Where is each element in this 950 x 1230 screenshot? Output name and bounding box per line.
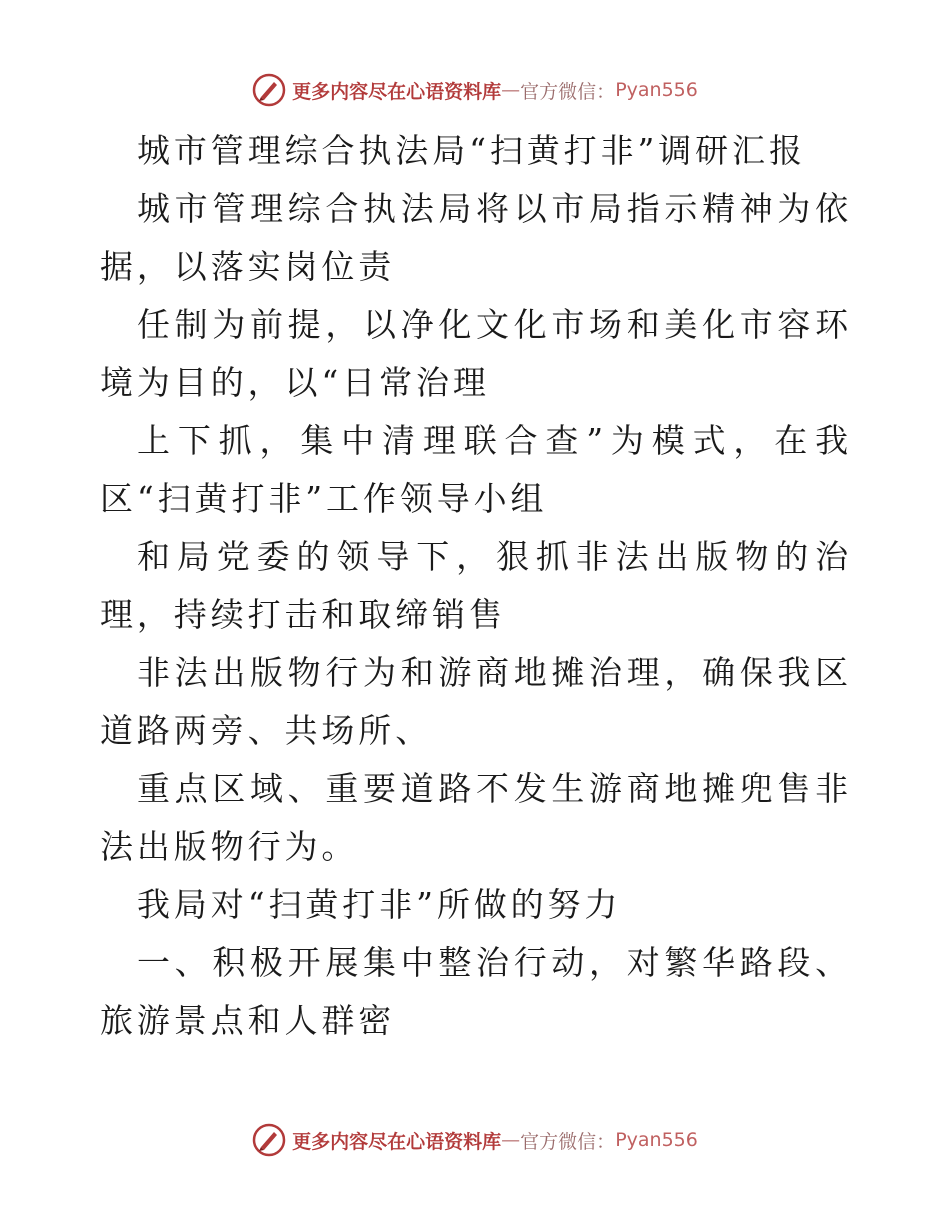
- paragraph: 任制为前提，以净化文化市场和美化市容环境为目的，以“日常治理: [100, 305, 852, 402]
- banner-dash: —: [501, 1129, 521, 1151]
- banner-dash: —: [501, 79, 521, 101]
- pen-logo-icon: [252, 1123, 286, 1157]
- paragraph: 和局党委的领导下，狠抓非法出版物的治理，持续打击和取缔销售: [100, 537, 852, 634]
- paragraph: 非法出版物行为和游商地摊治理，确保我区道路两旁、共场所、: [100, 653, 852, 750]
- pen-logo-icon: [252, 73, 286, 107]
- footer-watermark-banner: [0, 1120, 950, 1160]
- banner-brand-text: 更多内容尽在心语资料库: [292, 1130, 502, 1153]
- document-title: 城市管理综合执法局“扫黄打非”调研汇报: [137, 131, 806, 170]
- banner-label: 官方微信：: [520, 80, 616, 103]
- header-watermark-banner: [0, 70, 950, 110]
- section-heading: 我局对“扫黄打非”所做的努力: [137, 885, 622, 924]
- banner-label: 官方微信：: [520, 1130, 616, 1153]
- banner-wechat-id: Pyan556: [615, 79, 698, 101]
- paragraph: 重点区域、重要道路不发生游商地摊兜售非法出版物行为。: [100, 769, 852, 866]
- document-body: [100, 122, 852, 1050]
- banner-wechat-id: Pyan556: [615, 1129, 698, 1151]
- paragraph: 上下抓，集中清理联合查”为模式，在我区“扫黄打非”工作领导小组: [100, 421, 852, 518]
- paragraph: 一、积极开展集中整治行动，对繁华路段、旅游景点和人群密: [100, 943, 852, 1040]
- paragraph: 城市管理综合执法局将以市局指示精神为依据，以落实岗位责: [100, 189, 852, 286]
- banner-brand-text: 更多内容尽在心语资料库: [292, 80, 502, 103]
